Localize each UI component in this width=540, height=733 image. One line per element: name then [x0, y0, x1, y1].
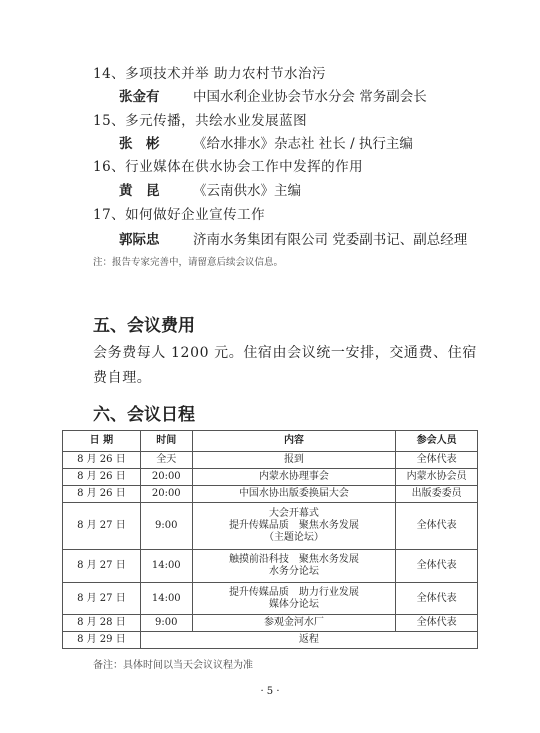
speaker-line: [119, 179, 301, 199]
speaker-line: [119, 85, 427, 105]
cell-attendees: 全体代表: [396, 550, 478, 583]
speaker-line: [119, 228, 467, 248]
speaker-name: 张金有: [119, 89, 160, 105]
page-number: · 5 ·: [260, 686, 280, 697]
cell-date: 8 月 27 日: [63, 583, 141, 615]
header-content: 内容: [192, 431, 395, 452]
cell-date: 8 月 29 日: [63, 632, 141, 649]
cell-date: 8 月 26 日: [63, 469, 141, 486]
section-heading-schedule: 六、会议日程: [93, 405, 195, 425]
table-footnote: 备注：具体时间以当天会议议程为准: [93, 660, 253, 671]
cell-content: 内蒙水协理事会: [192, 469, 395, 486]
cell-date: 8 月 28 日: [63, 615, 141, 632]
cell-attendees: 内蒙水协会员: [396, 469, 478, 486]
cell-date: 8 月 27 日: [63, 550, 141, 583]
speaker-line: [119, 132, 413, 152]
cell-content: 参观金河水厂: [192, 615, 395, 632]
table-row: [63, 503, 478, 550]
cell-time: 20:00: [140, 486, 192, 503]
cell-time: 9:00: [140, 615, 192, 632]
topic-title: 15、多元传播，共绘水业发展蓝图: [93, 113, 308, 129]
topic-title: 16、行业媒体在供水协会工作中发挥的作用: [93, 159, 364, 175]
cell-merged-content: 返程: [140, 632, 477, 649]
schedule-table: [62, 430, 478, 649]
speaker-organization: 《云南供水》主编: [193, 183, 301, 199]
cell-date: 8 月 26 日: [63, 486, 141, 503]
header-date: 日 期: [63, 431, 141, 452]
cell-content: 报到: [192, 452, 395, 469]
content-line: 提升传媒品质 聚焦水务发展: [228, 520, 359, 531]
speaker-organization: 《给水排水》杂志社 社长 / 执行主编: [193, 136, 413, 152]
content-line: 水务分论坛: [268, 566, 319, 577]
cell-attendees: 出版委委员: [396, 486, 478, 503]
fees-paragraph-line: 费自理。: [93, 370, 152, 386]
cell-attendees: 全体代表: [396, 583, 478, 615]
speaker-organization: 中国水利企业协会节水分会 常务副会长: [193, 89, 427, 105]
speaker-organization: 济南水务集团有限公司 党委副书记、副总经理: [193, 232, 468, 248]
table-row: [63, 452, 478, 469]
speaker-name: 郭际忠: [119, 232, 160, 248]
topic-title: 17、如何做好企业宣传工作: [93, 207, 266, 223]
topics-note: 注：报告专家完善中，请留意后续会议信息。: [93, 257, 284, 268]
cell-attendees: 全体代表: [396, 452, 478, 469]
cell-content: [192, 503, 395, 550]
speaker-name: 张 彬: [119, 136, 160, 152]
topic-title: 14、多项技术并举 助力农村节水治污: [93, 66, 326, 82]
header-attendees: 参会人员: [396, 431, 478, 452]
header-time: 时间: [140, 431, 192, 452]
cell-time: 14:00: [140, 583, 192, 615]
table-header-row: [63, 431, 478, 452]
cell-date: 8 月 26 日: [63, 452, 141, 469]
cell-content: [192, 550, 395, 583]
cell-time: 9:00: [140, 503, 192, 550]
cell-time: 20:00: [140, 469, 192, 486]
section-heading-fees: 五、会议费用: [93, 316, 195, 336]
cell-time: 全天: [140, 452, 192, 469]
table-row: [63, 550, 478, 583]
table-row: [63, 632, 478, 649]
content-line: （主题论坛）: [263, 532, 324, 543]
content-line: 媒体分论坛: [268, 598, 319, 610]
speaker-name: 黄 昆: [119, 183, 160, 199]
cell-content: [192, 583, 395, 615]
table-row: [63, 486, 478, 503]
fees-paragraph-line: 会务费每人 1200 元。住宿由会议统一安排，交通费、住宿: [93, 345, 477, 361]
table-row: [63, 583, 478, 615]
cell-content: 中国水协出版委换届大会: [192, 486, 395, 503]
cell-attendees: 全体代表: [396, 615, 478, 632]
table-row: [63, 469, 478, 486]
cell-attendees: 全体代表: [396, 503, 478, 550]
cell-time: 14:00: [140, 550, 192, 583]
cell-date: 8 月 27 日: [63, 503, 141, 550]
content-line: 大会开幕式: [268, 508, 319, 519]
table-row: [63, 615, 478, 632]
content-line: 提升传媒品质 助力行业发展: [228, 586, 359, 598]
content-line: 触摸前沿科技 聚焦水务发展: [228, 554, 359, 565]
